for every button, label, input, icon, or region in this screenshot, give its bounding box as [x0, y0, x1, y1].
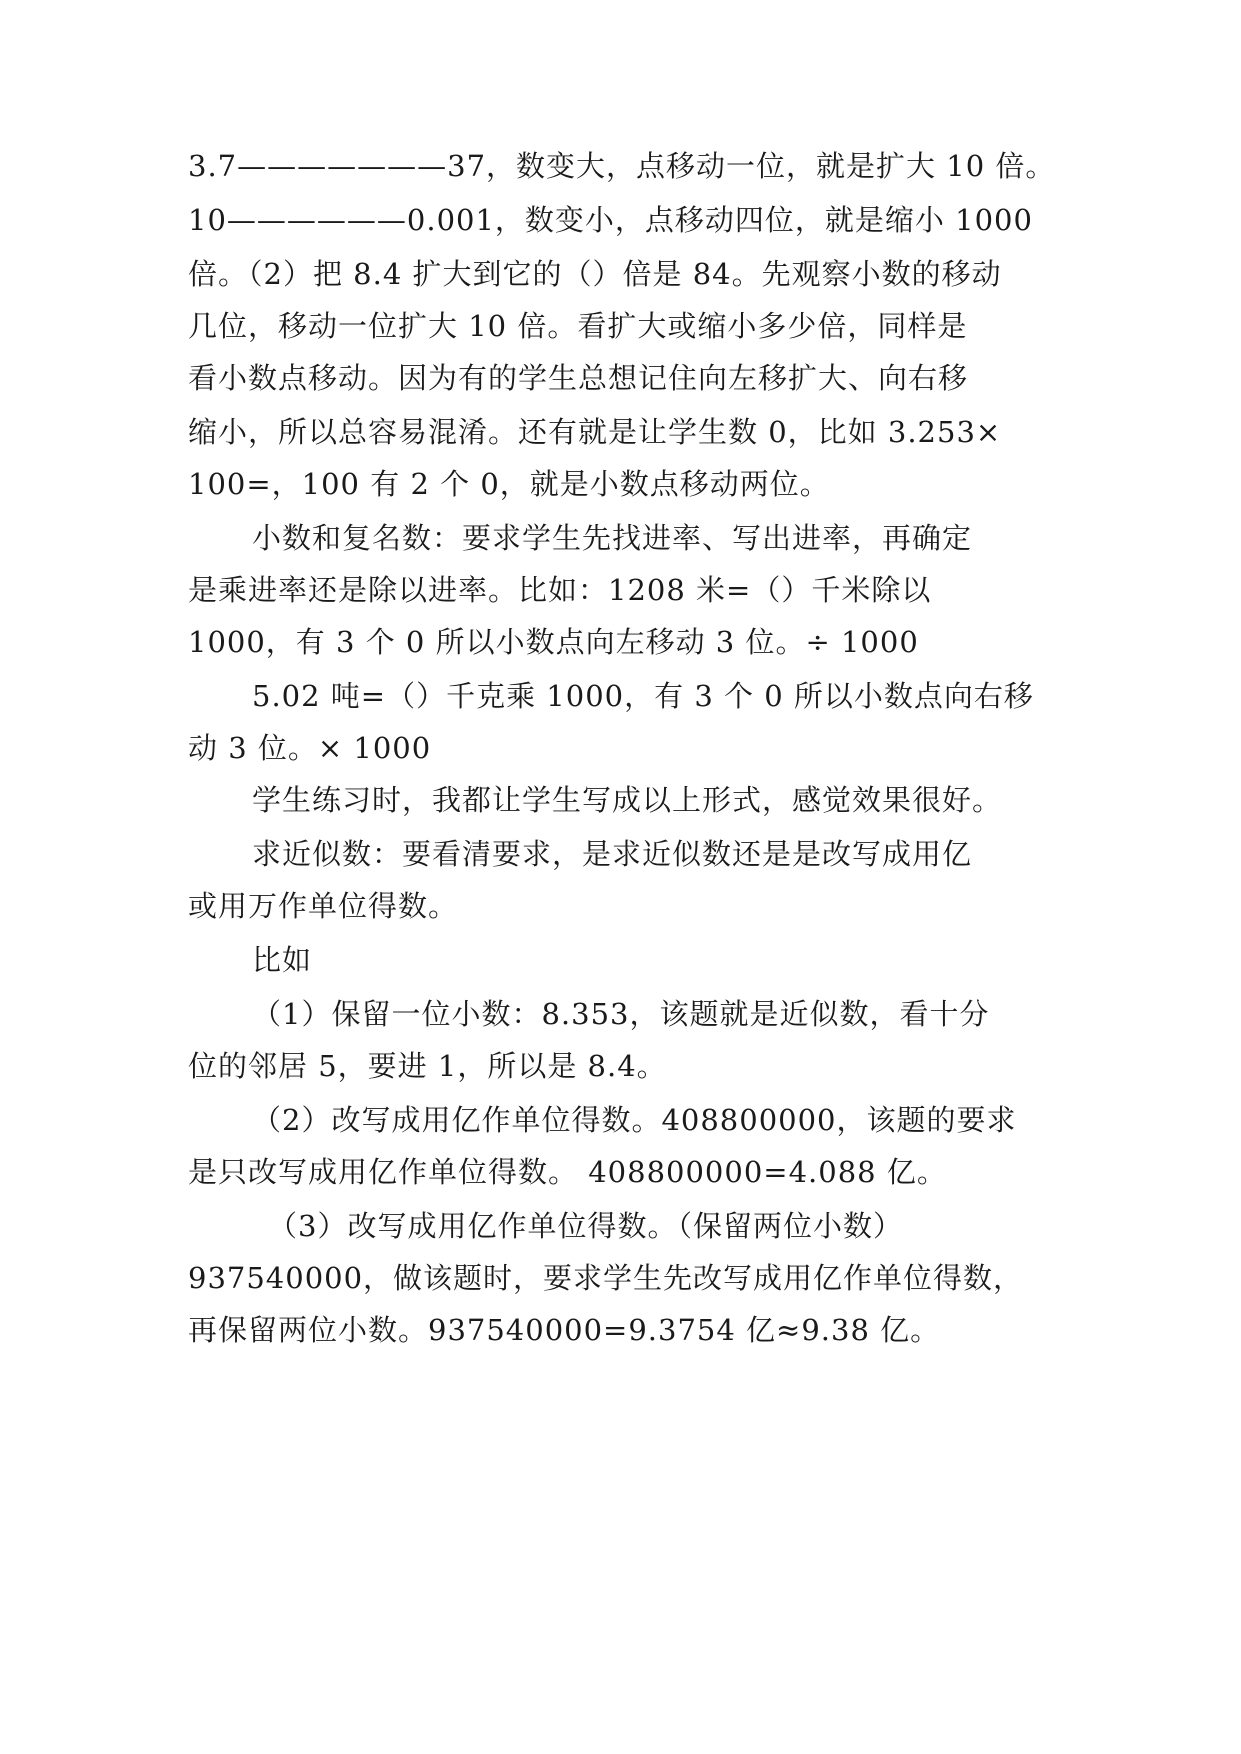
text-line: 1000，有 3 个 0 所以小数点向左移动 3 位。÷ 1000 — [188, 625, 919, 659]
text-line: 几位，移动一位扩大 10 倍。看扩大或缩小多少倍，同样是 — [188, 309, 968, 343]
text-line: （3）改写成用亿作单位得数。（保留两位小数） — [268, 1209, 903, 1243]
text-line: （2）改写成用亿作单位得数。408800000，该题的要求 — [252, 1103, 1017, 1137]
text-line: 看小数点移动。因为有的学生总想记住向左移扩大、向右移 — [188, 361, 969, 395]
text-line: 位的邻居 5，要进 1，所以是 8.4。 — [188, 1049, 667, 1083]
text-line: 再保留两位小数。937540000=9.3754 亿≈9.38 亿。 — [188, 1313, 941, 1347]
text-line: 比如 — [252, 943, 313, 977]
text-line: 937540000，做该题时，要求学生先改写成用亿作单位得数， — [188, 1261, 1024, 1295]
text-line: 小数和复名数：要求学生先找进率、写出进率，再确定 — [252, 521, 973, 555]
text-line: 3.7———————37，数变大，点移动一位，就是扩大 10 倍。 — [188, 149, 1056, 183]
text-line: 学生练习时，我都让学生写成以上形式，感觉效果很好。 — [252, 783, 1003, 817]
text-line: 或用万作单位得数。 — [188, 889, 459, 923]
text-line: 求近似数：要看清要求，是求近似数还是是改写成用亿 — [252, 837, 973, 871]
text-line: 倍。（2）把 8.4 扩大到它的（）倍是 84。先观察小数的移动 — [188, 257, 1002, 291]
text-line: 缩小，所以总容易混淆。还有就是让学生数 0，比如 3.253× — [188, 415, 1002, 449]
text-line: 100=，100 有 2 个 0，就是小数点移动两位。 — [188, 467, 830, 501]
text-line: （1）保留一位小数：8.353，该题就是近似数，看十分 — [252, 997, 990, 1031]
text-line: 是只改写成用亿作单位得数。 408800000=4.088 亿。 — [188, 1155, 947, 1189]
text-line: 是乘进率还是除以进率。比如：1208 米=（）千米除以 — [188, 573, 932, 607]
text-line: 动 3 位。× 1000 — [188, 731, 432, 765]
text-line: 10——————0.001，数变小，点移动四位，就是缩小 1000 — [188, 203, 1033, 237]
text-line: 5.02 吨=（）千克乘 1000，有 3 个 0 所以小数点向右移 — [252, 679, 1034, 713]
